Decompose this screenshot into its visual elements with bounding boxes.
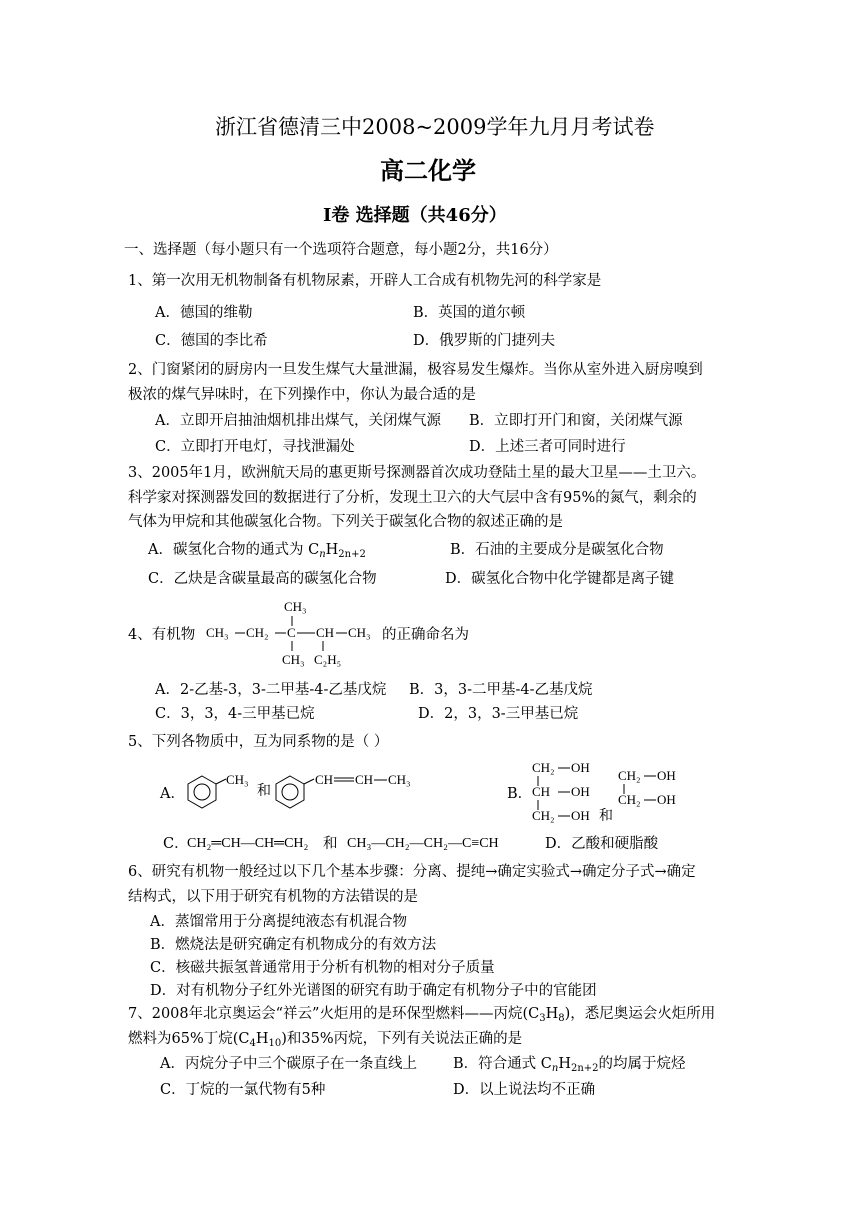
q5-option-c-label: C．: [163, 836, 189, 852]
q2-stem-line2: 极浓的煤气异味时，在下列操作中，你认为最合适的是: [128, 387, 476, 403]
q5-b-r-oh-2: OH: [657, 792, 676, 807]
q5-a-ch-2: CH: [355, 772, 374, 787]
q5-option-c-formula-1: CH₂═CH—CH═CH₂: [187, 836, 309, 851]
q5-b-r-oh-1: OH: [657, 768, 676, 783]
q4-structural-formula: [204, 596, 380, 670]
benzene-ring-1: [188, 776, 216, 808]
q3-option-b: B．石油的主要成分是碳氢化合物: [450, 542, 664, 558]
benzene-ring-2: [276, 776, 304, 808]
q5-option-d: D．乙酸和硬脂酸: [545, 836, 659, 852]
q3-option-a: A．碳氢化合物的通式为 $C_nH_{2n+2}$: [148, 542, 366, 560]
q7-stem-line1: 7、2008年北京奥运会“祥云”火炬用的是环保型燃料——丙烷$(C_3H_8)$，悉尼奥运会火炬所用: [128, 1006, 716, 1024]
q4-chain-ch3-left: CH₃: [206, 625, 229, 640]
q7-option-d: D．以上说法均不正确: [453, 1082, 596, 1098]
q3-stem-line2: 科学家对探测器发回的数据进行了分析，发现土卫六的大气层中含有95%的氮气，剩余的: [128, 490, 697, 506]
q4-stem-prefix: 4、有机物: [128, 627, 196, 643]
q5-option-b-label: B．: [507, 786, 533, 802]
q6-stem-line1: 6、研究有机物一般经过以下几个基本步骤：分离、提纯→确定实验式→确定分子式→确定: [128, 864, 696, 880]
q1-stem: 1、第一次用无机物制备有机物尿素，开辟人工合成有机物先河的科学家是: [128, 273, 602, 289]
q5-b-oh-3: OH: [571, 808, 590, 823]
q2-option-b: B．立即打开门和窗，关闭煤气源: [469, 413, 683, 429]
q1-option-d: D．俄罗斯的门捷列夫: [413, 333, 556, 349]
q5-option-c-and: 和: [323, 836, 338, 852]
q4-chain-ch2: CH₂: [246, 625, 269, 640]
q6-option-b: B．燃烧法是研究确定有机物成分的有效方法: [150, 937, 437, 953]
q5-option-a-label: A．: [160, 786, 185, 802]
q5-b-oh-2: OH: [571, 784, 590, 799]
q1-option-b: B．英国的道尔顿: [413, 305, 526, 321]
q2-option-c: C．立即打开电灯，寻找泄漏处: [155, 439, 355, 455]
q5-option-a-formula: [180, 768, 420, 814]
q3-option-d: D．碳氢化合物中化学键都是离子键: [445, 571, 675, 587]
subject-title: 高二化学: [380, 156, 476, 185]
q5-b-r-ch2-top: CH₂: [618, 768, 641, 783]
q1-option-c: C．德国的李比希: [155, 333, 268, 349]
section-title: I卷 选择题（共46分）: [323, 205, 507, 226]
q4-bottom-methyl: CH₃: [282, 652, 305, 667]
q5-stem: 5、下列各物质中，互为同系物的是（ ）: [128, 734, 389, 750]
q2-option-a: A．立即开启抽油烟机排出煤气，关闭煤气源: [155, 413, 441, 429]
q1-option-a: A．德国的维勒: [155, 305, 253, 321]
exam-title: 浙江省德清三中2008~2009学年九月月考试卷: [215, 115, 655, 139]
q4-top-methyl: CH₃: [284, 599, 307, 614]
q5-b-ch2-bottom: CH₂: [532, 808, 555, 823]
q2-stem-line1: 2、门窗紧闭的厨房内一旦发生煤气大量泄漏，极容易发生爆炸。当你从室外进入厨房嗅到: [128, 362, 703, 378]
q4-option-c: C．3，3，4-三甲基已烷: [155, 706, 315, 722]
q4-chain-c: C: [287, 625, 296, 640]
q4-option-b: B．3，3-二甲基-4-乙基戊烷: [409, 682, 593, 698]
q4-option-a: A．2-乙基-3，3-二甲基-4-乙基戊烷: [155, 682, 387, 698]
q4-stem-suffix: 的正确命名为: [382, 627, 469, 643]
q5-b-r-ch2-bottom: CH₂: [618, 792, 641, 807]
part1-heading: 一、选择题（每小题只有一个选项符合题意，每小题2分，共16分）: [124, 242, 558, 258]
q5-b-and: 和: [599, 809, 613, 824]
q6-option-d: D．对有机物分子红外光谱图的研究有助于确定有机物分子中的官能团: [150, 983, 597, 999]
q6-option-c: C．核磁共振氢普通常用于分析有机物的相对分子质量: [150, 960, 495, 976]
q7-stem-line2: 燃料为65%丁烷$(C_4H_{10})$和35%丙烷，下列有关说法正确的是: [128, 1031, 523, 1049]
q4-option-d: D．2，3，3-三甲基已烷: [418, 706, 579, 722]
q7-option-b: B．符合通式 $C_nH_{2n+2}$的均属于烷烃: [453, 1056, 686, 1074]
q6-option-a: A．蒸馏常用于分离提纯液态有机混合物: [150, 914, 407, 930]
q5-b-oh-1: OH: [571, 760, 590, 775]
q5-a-and: 和: [257, 784, 271, 799]
q5-a-methyl-2: CH₃: [388, 772, 411, 787]
q7-option-c: C．丁烷的一氯代物有5种: [160, 1082, 326, 1098]
q5-b-ch2-top: CH₂: [532, 760, 555, 775]
q6-stem-line2: 结构式，以下用于研究有机物的方法错误的是: [128, 889, 418, 905]
q3-stem-line1: 3、2005年1月，欧洲航天局的惠更斯号探测器首次成功登陆土星的最大卫星——土卫六。: [128, 465, 706, 481]
q4-bottom-ethyl: C₂H₅: [314, 652, 342, 667]
q4-chain-ch: CH: [316, 625, 335, 640]
q7-option-a: A．丙烷分子中三个碳原子在一条直线上: [160, 1056, 417, 1072]
q4-chain-ch3-right: CH₃: [348, 625, 371, 640]
q2-option-d: D．上述三者可同时进行: [469, 439, 626, 455]
q5-b-ch-mid: CH: [532, 784, 551, 799]
q3-stem-line3: 气体为甲烷和其他碳氢化合物。下列关于碳氢化合物的叙述正确的是: [128, 514, 563, 530]
q5-option-b-formula: [528, 758, 688, 826]
q5-option-c-formula-2: CH₃—CH₂—CH₂—C≡CH: [347, 836, 499, 851]
q5-a-ch-1: CH: [315, 772, 334, 787]
q3-option-c: C．乙炔是含碳量最高的碳氢化合物: [148, 571, 377, 587]
q5-a-methyl-1: CH₃: [226, 772, 249, 787]
